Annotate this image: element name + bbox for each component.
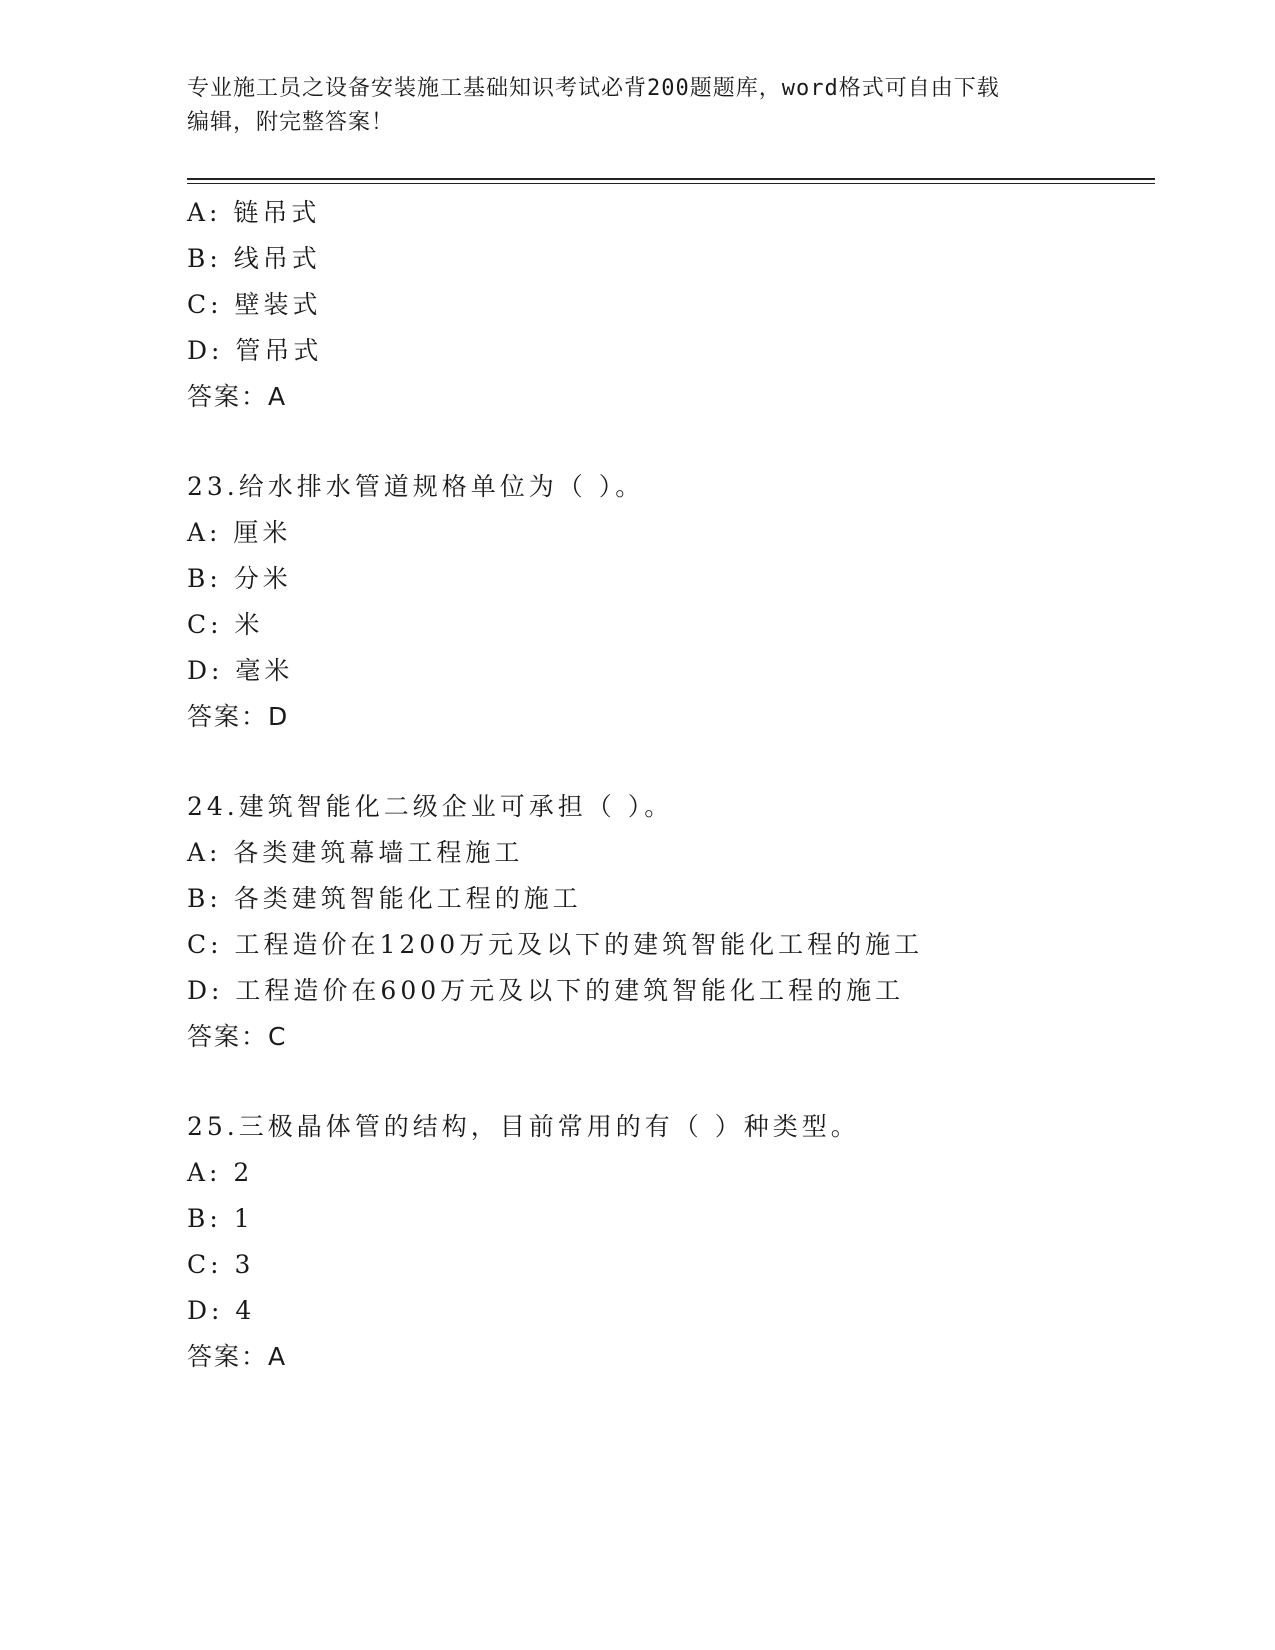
question-block-22 [187, 190, 1187, 420]
option-b: B: 线吊式 [187, 244, 321, 273]
header-divider-top [187, 178, 1155, 180]
question-text: 23.给水排水管道规格单位为（ ）。 [187, 472, 645, 501]
answer-line: 答案：A [187, 382, 288, 411]
answer-line: 答案：C [187, 1022, 288, 1051]
answer-line: 答案：D [187, 702, 290, 731]
question-block-23 [187, 464, 1187, 740]
option-c: C: 米 [187, 610, 264, 639]
option-a: A: 厘米 [187, 518, 292, 547]
question-text: 25.三极晶体管的结构，目前常用的有（ ）种类型。 [187, 1112, 860, 1141]
option-c: C: 工程造价在1200万元及以下的建筑智能化工程的施工 [187, 930, 924, 959]
question-block-25 [187, 1104, 1187, 1380]
option-a: A: 各类建筑幕墙工程施工 [187, 838, 524, 867]
option-b: B: 各类建筑智能化工程的施工 [187, 884, 582, 913]
option-a: A: 链吊式 [187, 198, 321, 227]
option-d: D: 4 [187, 1296, 256, 1325]
option-c: C: 壁装式 [187, 290, 322, 319]
document-header [187, 72, 1087, 140]
header-line-2: 编辑，附完整答案！ [187, 110, 395, 135]
option-c: C: 3 [187, 1250, 255, 1279]
option-d: D: 工程造价在600万元及以下的建筑智能化工程的施工 [187, 976, 905, 1005]
option-d: D: 管吊式 [187, 336, 323, 365]
question-list [187, 190, 1187, 1380]
option-a: A: 2 [187, 1158, 254, 1187]
option-b: B: 分米 [187, 564, 292, 593]
option-b: B: 1 [187, 1204, 254, 1233]
question-text: 24.建筑智能化二级企业可承担（ ）。 [187, 792, 674, 821]
header-line-1: 专业施工员之设备安装施工基础知识考试必背200题题库，word格式可自由下载 [187, 76, 1000, 101]
option-d: D: 毫米 [187, 656, 294, 685]
answer-line: 答案：A [187, 1342, 288, 1371]
question-block-24 [187, 784, 1187, 1060]
header-divider-bottom [187, 183, 1155, 184]
